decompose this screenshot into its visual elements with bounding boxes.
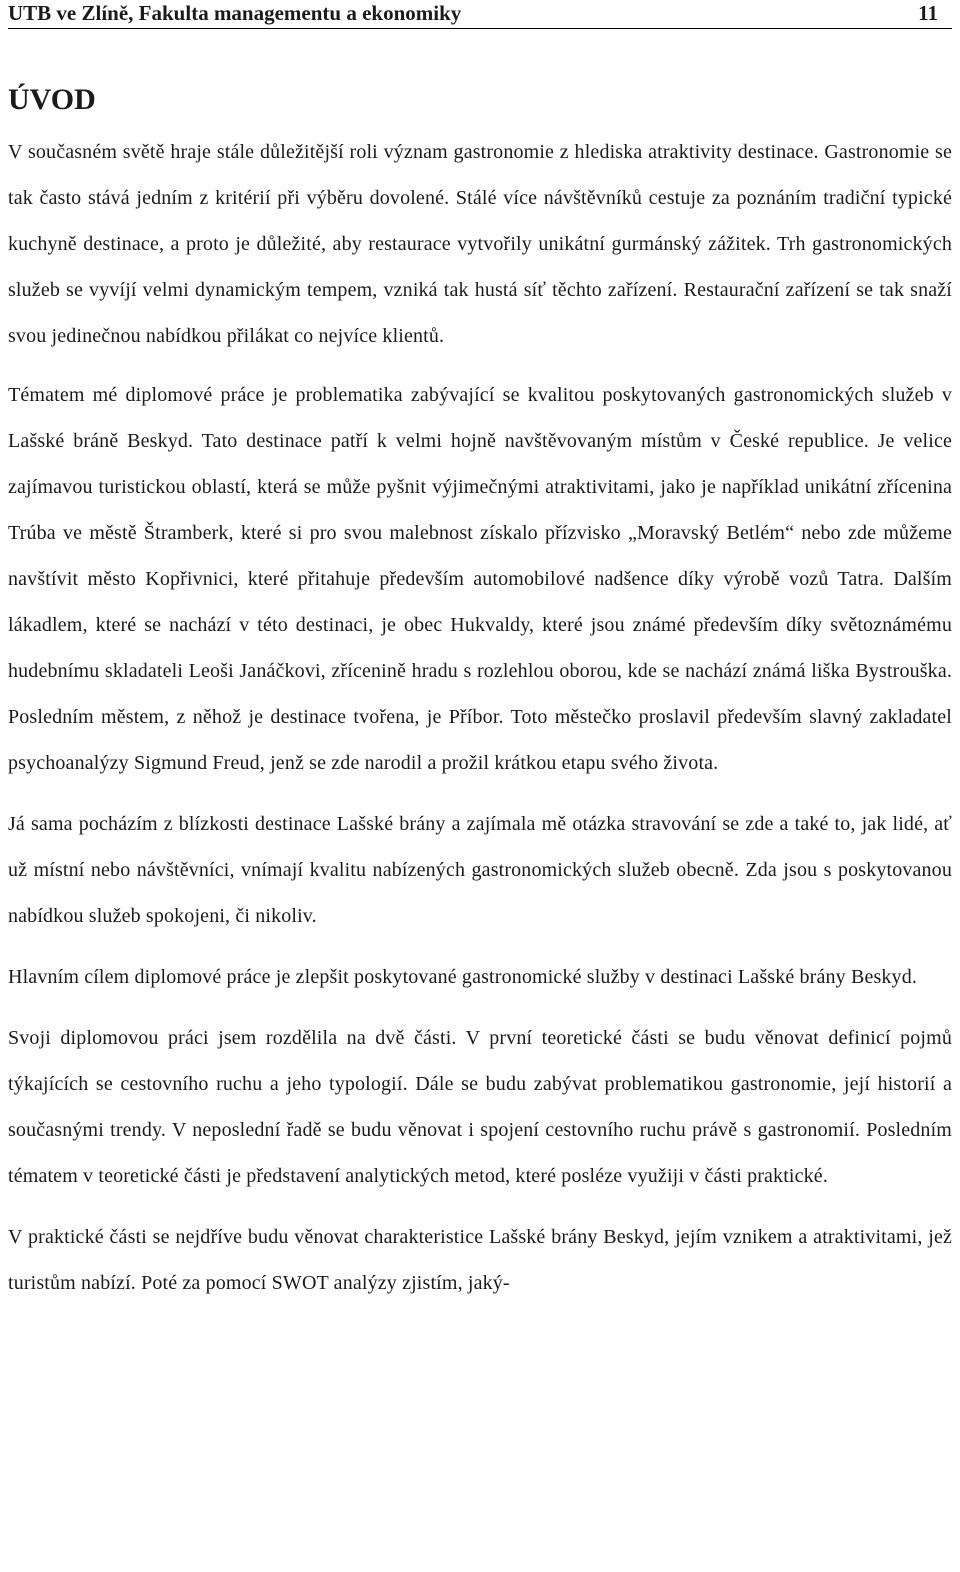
paragraph: Tématem mé diplomové práce je problematika zabývající se kvalitou poskytovaných gastronomických služeb v Lašské bráně Beskyd. Tato destinace patří k velmi hojně navštěvovaným místům v České republice. Je velice zajímavou turistickou oblastí, která se může pyšnit výjimečnými atraktivitami, jako je například unikátní zřícenina Trúba ve městě Štramberk, které si pro svou malebnost získalo přízvisko „Moravský Betlém“ nebo zde můžeme navštívit město Kopřivnici, které přitahuje především automobilové nadšence díky výrobě vozů Tatra. Dalším lákadlem, které se nachází v této destinaci, je obec Hukvaldy, které jsou známé především díky světoznámému hudebnímu skladateli Leoši Janáčkovi, zřícenině hradu s rozlehlou oborou, kde se nachází známá liška Bystrouška. Posledním městem, z něhož je destinace tvořena, je Příbor. Toto městečko proslavil především slavný zakladatel psychoanalýzy Sigmund Freud, jenž se zde narodil a prožil krátkou etapu svého života.: [8, 384, 952, 774]
paragraph: Svoji diplomovou práci jsem rozdělila na dvě části. V první teoretické části se budu věnovat definicí pojmů týkajících se cestovního ruchu a jeho typologií. Dále se budu zabývat problematikou gastronomie, její historií a současnými trendy. V neposlední řadě se budu věnovat i spojení cestovního ruchu právě s gastronomií. Posledním tématem v teoretické části je představení analytických metod, které posléze využiji v části praktické.: [8, 1027, 952, 1187]
page-number: 11: [918, 1, 938, 25]
paragraph: Hlavním cílem diplomové práce je zlepšit poskytované gastronomické služby v destinaci Lašské brány Beskyd.: [8, 966, 918, 988]
paragraph: Já sama pocházím z blízkosti destinace Lašské brány a zajímala mě otázka stravování se zde a také to, jak lidé, ať už místní nebo návštěvníci, vnímají kvalitu nabízených gastronomických služeb obecně. Zda jsou s poskytovanou nabídkou služeb spokojeni, či nikoliv.: [8, 813, 952, 927]
header-title: UTB ve Zlíně, Fakulta managementu a ekonomiky: [8, 1, 462, 25]
chapter-title: ÚVOD: [8, 83, 96, 116]
running-header: [8, 0, 952, 29]
document-page: [8, 0, 952, 1321]
paragraph: V současném světě hraje stále důležitější roli význam gastronomie z hlediska atraktivity destinace. Gastronomie se tak často stává jedním z kritérií při výběru dovolené. Stálé více návštěvníků cestuje za poznáním tradiční typické kuchyně destinace, a proto je důležité, aby restaurace vytvořily unikátní gurmánský zážitek. Trh gastronomických služeb se vyvíjí velmi dynamickým tempem, vzniká tak hustá síť těchto zařízení. Restaurační zařízení se tak snaží svou jedinečnou nabídkou přilákat co nejvíce klientů.: [8, 141, 952, 347]
document-body: [8, 129, 952, 1306]
paragraph: V praktické části se nejdříve budu věnovat charakteristice Lašské brány Beskyd, jejím vznikem a atraktivitami, jež turistům nabízí. Poté za pomocí SWOT analýzy zjistím, jaký-: [8, 1226, 952, 1294]
